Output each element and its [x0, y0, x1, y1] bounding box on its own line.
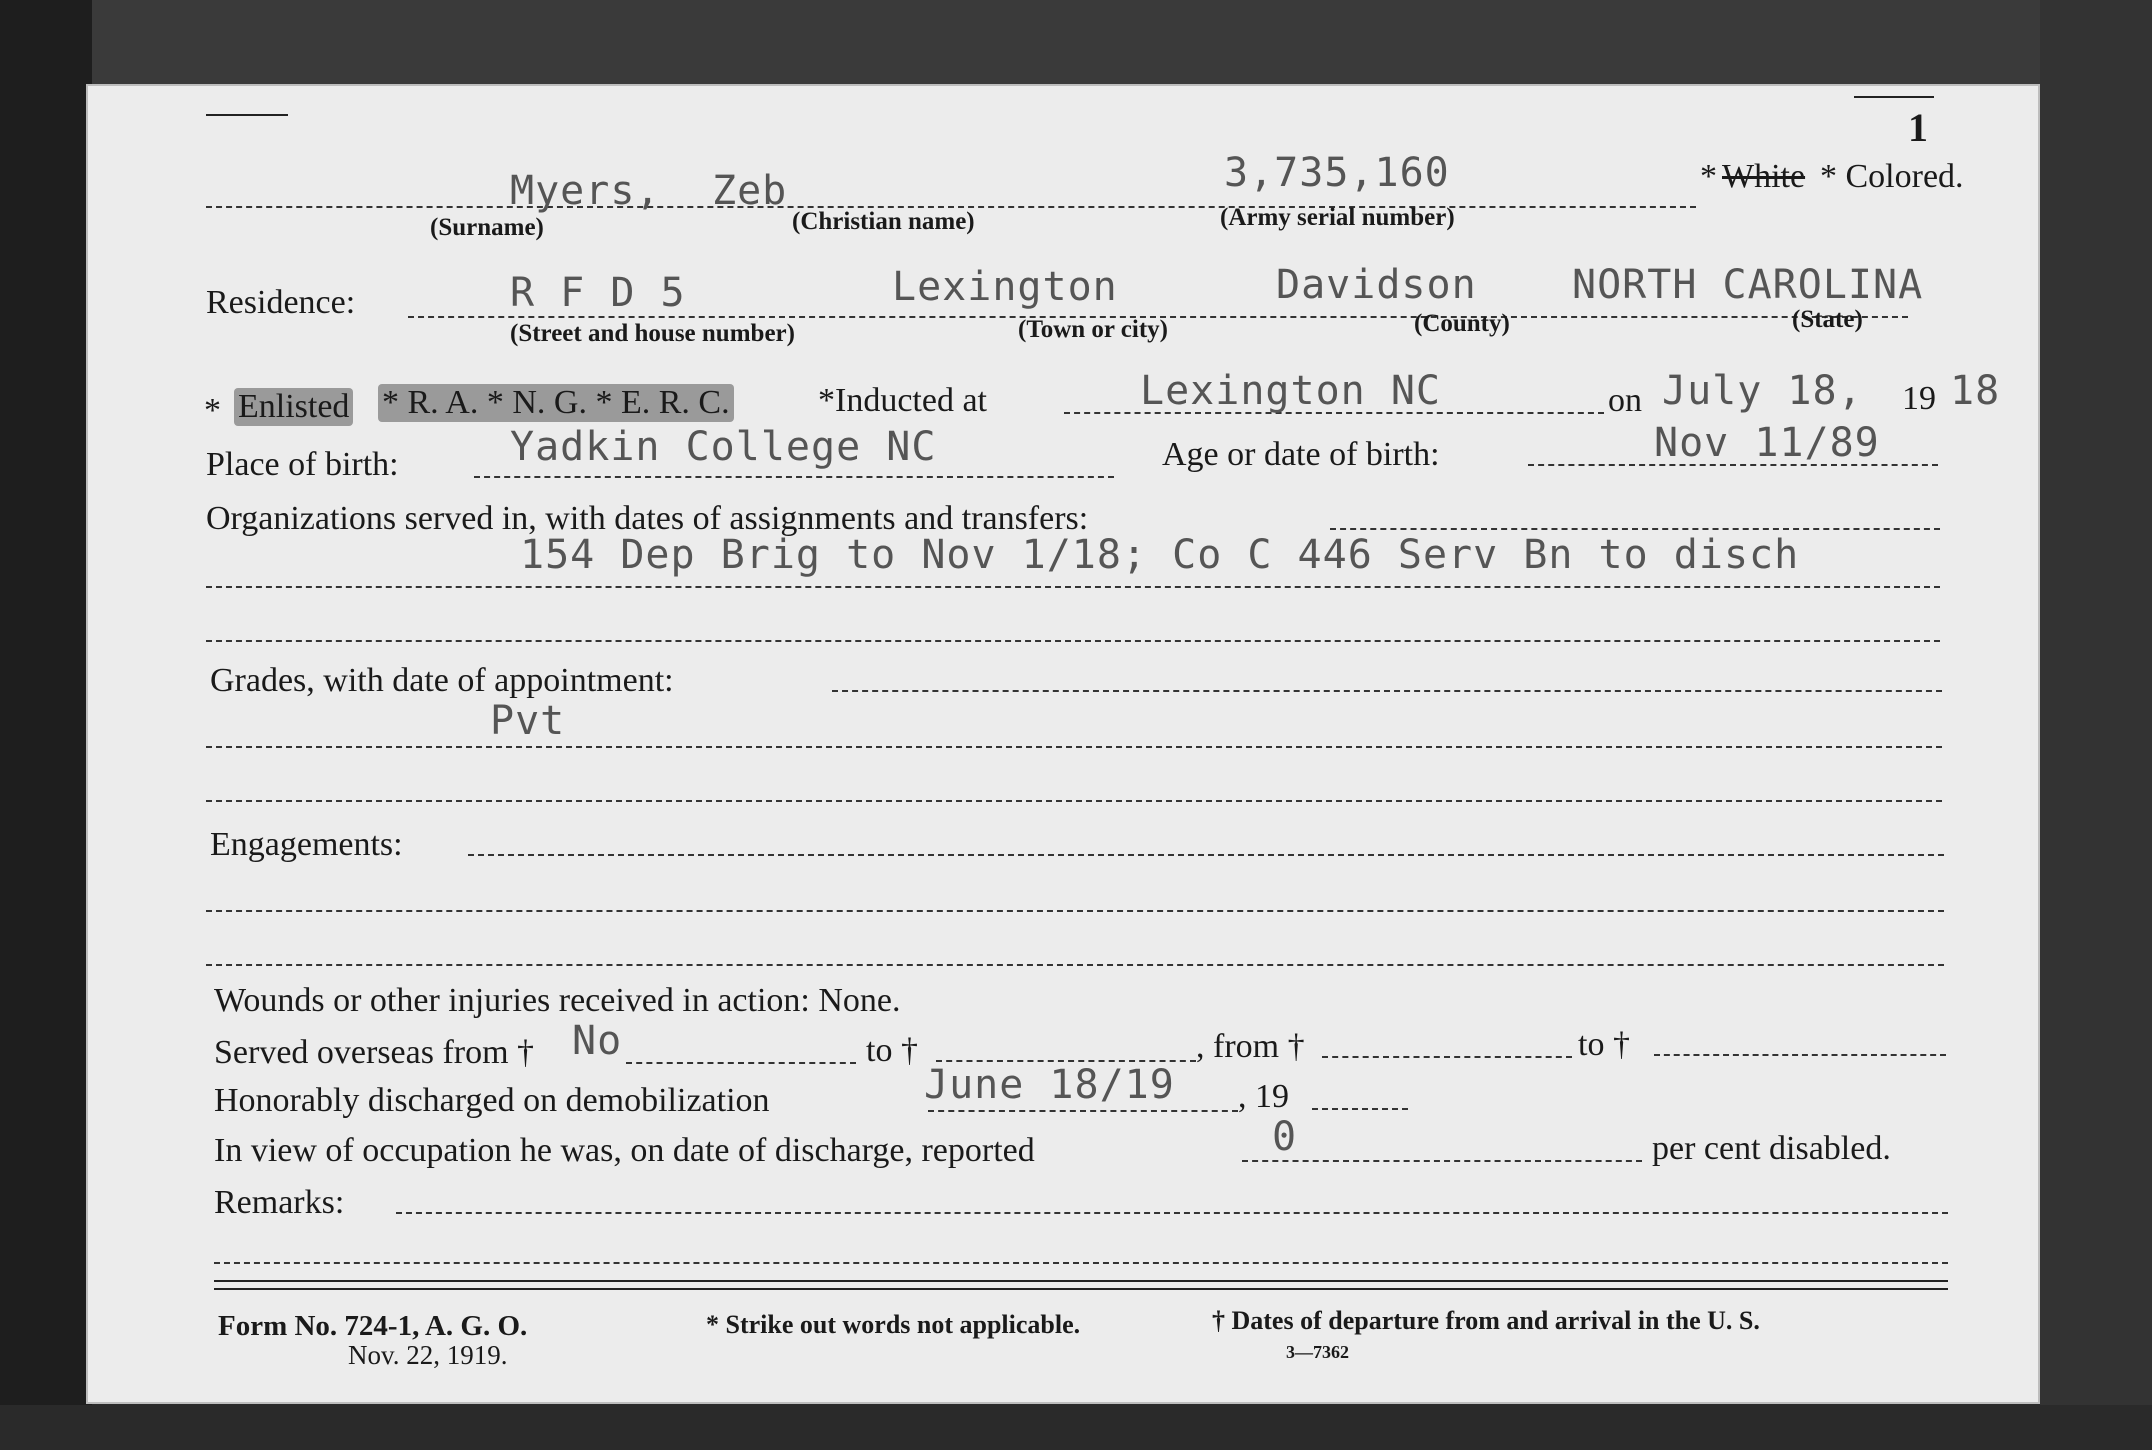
race-star: * [1700, 158, 1717, 195]
race-colored: * Colored. [1820, 158, 1964, 195]
induction-on-label: on [1608, 382, 1642, 419]
organizations-value: 154 Dep Brig to Nov 1/18; Co C 446 Serv Bn to disch [520, 532, 1800, 578]
grades-value: Pvt [490, 698, 566, 744]
form-date: Nov. 22, 1919. [348, 1340, 508, 1370]
remarks-label: Remarks: [214, 1184, 345, 1221]
induction-date-value: July 18, [1662, 368, 1863, 414]
engagements-line-3 [206, 964, 1944, 966]
grades-label: Grades, with date of appointment: [210, 662, 674, 699]
scan-background-top [0, 0, 2152, 88]
enlisted-option: Enlisted [234, 388, 353, 426]
induction-year-value: 18 [1950, 368, 2001, 414]
organizations-line-3 [206, 640, 1940, 642]
remarks-line-1 [396, 1212, 1948, 1214]
age-or-birth-date-label: Age or date of birth: [1162, 436, 1440, 473]
county-caption: (County) [1414, 310, 1510, 337]
engagements-label: Engagements: [210, 826, 403, 863]
scan-background-right [2040, 0, 2152, 1450]
overseas-from-2-label: , from † [1196, 1028, 1305, 1065]
discharge-year-label: , 19 [1238, 1078, 1289, 1115]
overseas-from-2-line [1322, 1056, 1572, 1058]
remarks-line-2 [214, 1262, 1948, 1264]
residence-state-value: NORTH CAROLINA [1572, 262, 1924, 308]
strike-out-note: * Strike out words not applicable. [706, 1310, 1081, 1339]
form-number: Form No. 724-1, A. G. O. [218, 1310, 528, 1342]
discharge-date-line [928, 1110, 1238, 1112]
engagements-line-2 [206, 910, 1944, 912]
serial-number-caption: (Army serial number) [1220, 204, 1455, 231]
footer-rule-1 [214, 1280, 1948, 1282]
footer-rule-2 [214, 1288, 1948, 1290]
birth-date-value: Nov 11/89 [1654, 420, 1880, 466]
overseas-from-line [626, 1062, 856, 1064]
residence-street-value: R F D 5 [510, 270, 686, 316]
disability-line [1242, 1160, 1642, 1162]
top-right-rule [1854, 96, 1934, 98]
place-of-birth-label: Place of birth: [206, 446, 399, 483]
discharge-date-value: June 18/19 [924, 1062, 1175, 1108]
residence-label: Residence: [206, 284, 356, 321]
engagements-line-1 [468, 854, 1944, 856]
overseas-to-label: to † [866, 1032, 918, 1069]
state-caption: (State) [1792, 306, 1863, 333]
organizations-label: Organizations served in, with dates of assignments and transfers: [206, 500, 1089, 537]
discharge-label: Honorably discharged on demobilization [214, 1082, 770, 1119]
induction-star: * [204, 392, 221, 429]
disability-suffix: per cent disabled. [1652, 1130, 1891, 1167]
discharge-year-line [1312, 1108, 1408, 1110]
disability-value: 0 [1272, 1114, 1298, 1160]
served-overseas-value: No [572, 1018, 623, 1064]
serial-number-value: 3,735,160 [1224, 150, 1450, 196]
wounds-label: Wounds or other injuries received in action: None. [214, 982, 901, 1019]
inducted-at-label: *Inducted at [818, 382, 987, 419]
induction-year-prefix: 19 [1902, 380, 1936, 417]
service-record-card [86, 84, 2040, 1404]
race-white: White [1722, 158, 1806, 195]
town-caption: (Town or city) [1018, 316, 1168, 343]
disability-label: In view of occupation he was, on date of discharge, reported [214, 1132, 1035, 1169]
street-caption: (Street and house number) [510, 320, 795, 347]
grades-line-2 [206, 746, 1942, 748]
residence-town-value: Lexington [892, 264, 1118, 310]
organizations-line-2 [206, 586, 1940, 588]
served-overseas-label: Served overseas from † [214, 1034, 535, 1071]
residence-county-value: Davidson [1276, 262, 1477, 308]
grades-line-1 [832, 690, 1942, 692]
scan-background-left [0, 0, 92, 1450]
christian-name-value: Zeb [712, 168, 788, 214]
scan-background-bottom [0, 1405, 2152, 1450]
surname-caption: (Surname) [430, 214, 544, 241]
surname-value: Myers, [510, 168, 661, 214]
organizations-line-1 [1330, 528, 1940, 530]
overseas-to-2-label: to † [1578, 1026, 1630, 1063]
card-number: 1 [1908, 105, 1928, 150]
service-branch-options: * R. A. * N. G. * E. R. C. [378, 384, 734, 422]
inducted-place-value: Lexington NC [1140, 368, 1441, 414]
top-left-rule [206, 114, 288, 116]
place-of-birth-value: Yadkin College NC [510, 424, 937, 470]
overseas-to-2-line [1654, 1054, 1946, 1056]
dates-note: † Dates of departure from and arrival in the U. S. [1212, 1306, 1760, 1335]
print-code: 3—7362 [1286, 1342, 1349, 1362]
grades-line-3 [206, 800, 1942, 802]
christian-name-caption: (Christian name) [792, 208, 975, 235]
place-of-birth-line [474, 476, 1114, 478]
